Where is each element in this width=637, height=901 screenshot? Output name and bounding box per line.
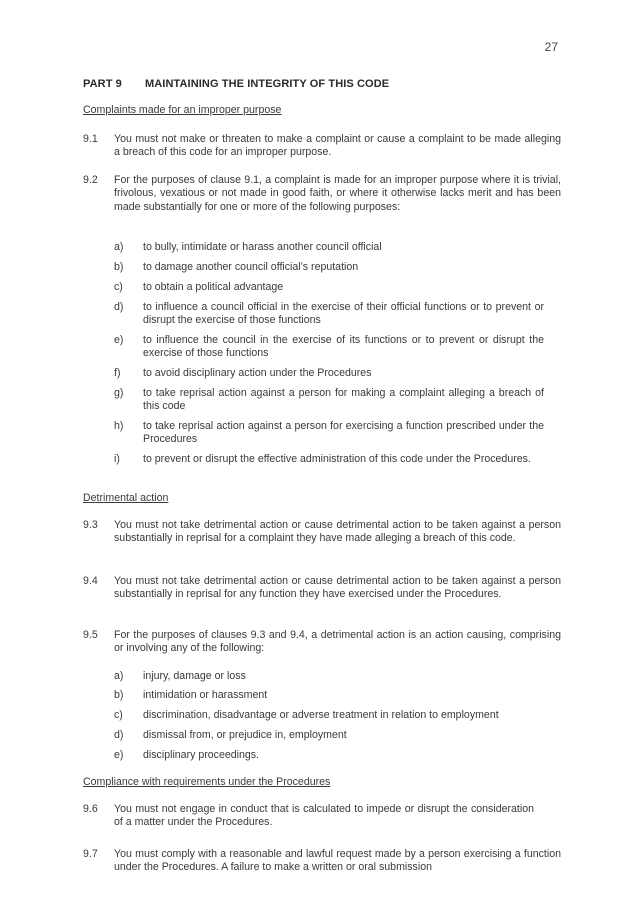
item-text: to take reprisal action against a person for making a complaint alleging a breach of this code bbox=[143, 387, 544, 413]
part-heading bbox=[83, 78, 389, 90]
item-letter: c) bbox=[114, 281, 123, 293]
clause-text: You must not take detrimental action or cause detrimental action to be taken against a person substantially in reprisal for any function they have exercised under the Procedures. bbox=[114, 575, 561, 601]
part-code: PART 9 bbox=[83, 78, 122, 90]
clause-number: 9.5 bbox=[83, 629, 98, 641]
item-text: discrimination, disadvantage or adverse treatment in relation to employment bbox=[143, 709, 499, 721]
clause-9-1 bbox=[83, 133, 561, 160]
list-item bbox=[114, 261, 544, 274]
clause-number: 9.3 bbox=[83, 519, 98, 531]
part-title: MAINTAINING THE INTEGRITY OF THIS CODE bbox=[145, 78, 390, 90]
clause-number: 9.4 bbox=[83, 575, 98, 587]
clause-9-5 bbox=[83, 629, 561, 656]
clause-text: For the purposes of clause 9.1, a complaint is made for an improper purpose where it is trivial, frivolous, vexatious or not made in good faith, or where it otherwise lacks merit and has been made substantially for one or more of the following purposes: bbox=[114, 174, 561, 213]
item-text: to influence the council in the exercise of its functions or to prevent or disrupt the exercise of those functions bbox=[143, 334, 544, 360]
item-text: injury, damage or loss bbox=[143, 670, 246, 682]
list-item bbox=[114, 749, 544, 762]
list-item bbox=[114, 334, 544, 361]
list-item bbox=[114, 453, 544, 466]
clause-text: You must not engage in conduct that is calculated to impede or disrupt the consideration of a matter under the Procedures. bbox=[114, 803, 534, 829]
item-letter: d) bbox=[114, 301, 124, 313]
item-letter: a) bbox=[114, 670, 124, 682]
list-item bbox=[114, 241, 544, 254]
item-letter: e) bbox=[114, 749, 124, 761]
clause-9-7 bbox=[83, 848, 561, 875]
list-item bbox=[114, 689, 544, 702]
list-item bbox=[114, 387, 544, 414]
list-item bbox=[114, 709, 544, 722]
section-heading-complaints: Complaints made for an improper purpose bbox=[83, 104, 282, 116]
clause-text: You must not take detrimental action or cause detrimental action to be taken against a person substantially in reprisal for a complaint they have made alleging a breach of this code. bbox=[114, 519, 561, 545]
item-text: to damage another council official’s reputation bbox=[143, 261, 359, 273]
item-letter: d) bbox=[114, 729, 124, 741]
clause-9-6 bbox=[83, 803, 561, 830]
list-item bbox=[114, 367, 544, 380]
page-number: 27 bbox=[544, 40, 558, 54]
item-text: to prevent or disrupt the effective administration of this code under the Procedures. bbox=[143, 453, 531, 465]
item-letter: e) bbox=[114, 334, 124, 346]
clause-9-2 bbox=[83, 174, 561, 214]
item-text: intimidation or harassment bbox=[143, 689, 268, 701]
item-letter: h) bbox=[114, 420, 124, 432]
item-text: disciplinary proceedings. bbox=[143, 749, 260, 761]
item-letter: a) bbox=[114, 241, 124, 253]
list-item bbox=[114, 729, 544, 742]
item-letter: g) bbox=[114, 387, 124, 399]
clause-9-4 bbox=[83, 575, 561, 602]
item-letter: c) bbox=[114, 709, 123, 721]
section-heading-detrimental: Detrimental action bbox=[83, 492, 169, 504]
clause-text: For the purposes of clauses 9.3 and 9.4, a detrimental action is an action causing, comprising or involving any of the following: bbox=[114, 629, 561, 655]
item-text: to influence a council official in the exercise of their official functions or to prevent or disrupt the exercise of those functions bbox=[143, 301, 544, 327]
clause-number: 9.6 bbox=[83, 803, 98, 815]
list-item bbox=[114, 420, 544, 447]
clause-number: 9.7 bbox=[83, 848, 98, 860]
list-item bbox=[114, 281, 544, 294]
list-item bbox=[114, 670, 544, 683]
item-text: to bully, intimidate or harass another council official bbox=[143, 241, 382, 253]
item-letter: f) bbox=[114, 367, 121, 379]
item-text: to take reprisal action against a person for exercising a function prescribed under the Procedures bbox=[143, 420, 544, 446]
item-letter: b) bbox=[114, 689, 124, 701]
clause-text: You must not make or threaten to make a complaint or cause a complaint to be made alleging a breach of this code for an improper purpose. bbox=[114, 133, 561, 159]
clause-9-3 bbox=[83, 519, 561, 546]
clause-number: 9.2 bbox=[83, 174, 98, 186]
item-text: to obtain a political advantage bbox=[143, 281, 284, 293]
list-item bbox=[114, 301, 544, 328]
section-heading-compliance: Compliance with requirements under the Procedures bbox=[83, 776, 331, 788]
item-text: to avoid disciplinary action under the Procedures bbox=[143, 367, 372, 379]
clause-text: You must comply with a reasonable and lawful request made by a person exercising a function under the Procedures. A failure to make a written or oral submission bbox=[114, 848, 561, 874]
clause-number: 9.1 bbox=[83, 133, 98, 145]
item-letter: i) bbox=[114, 453, 120, 465]
item-letter: b) bbox=[114, 261, 124, 273]
item-text: dismissal from, or prejudice in, employment bbox=[143, 729, 347, 741]
